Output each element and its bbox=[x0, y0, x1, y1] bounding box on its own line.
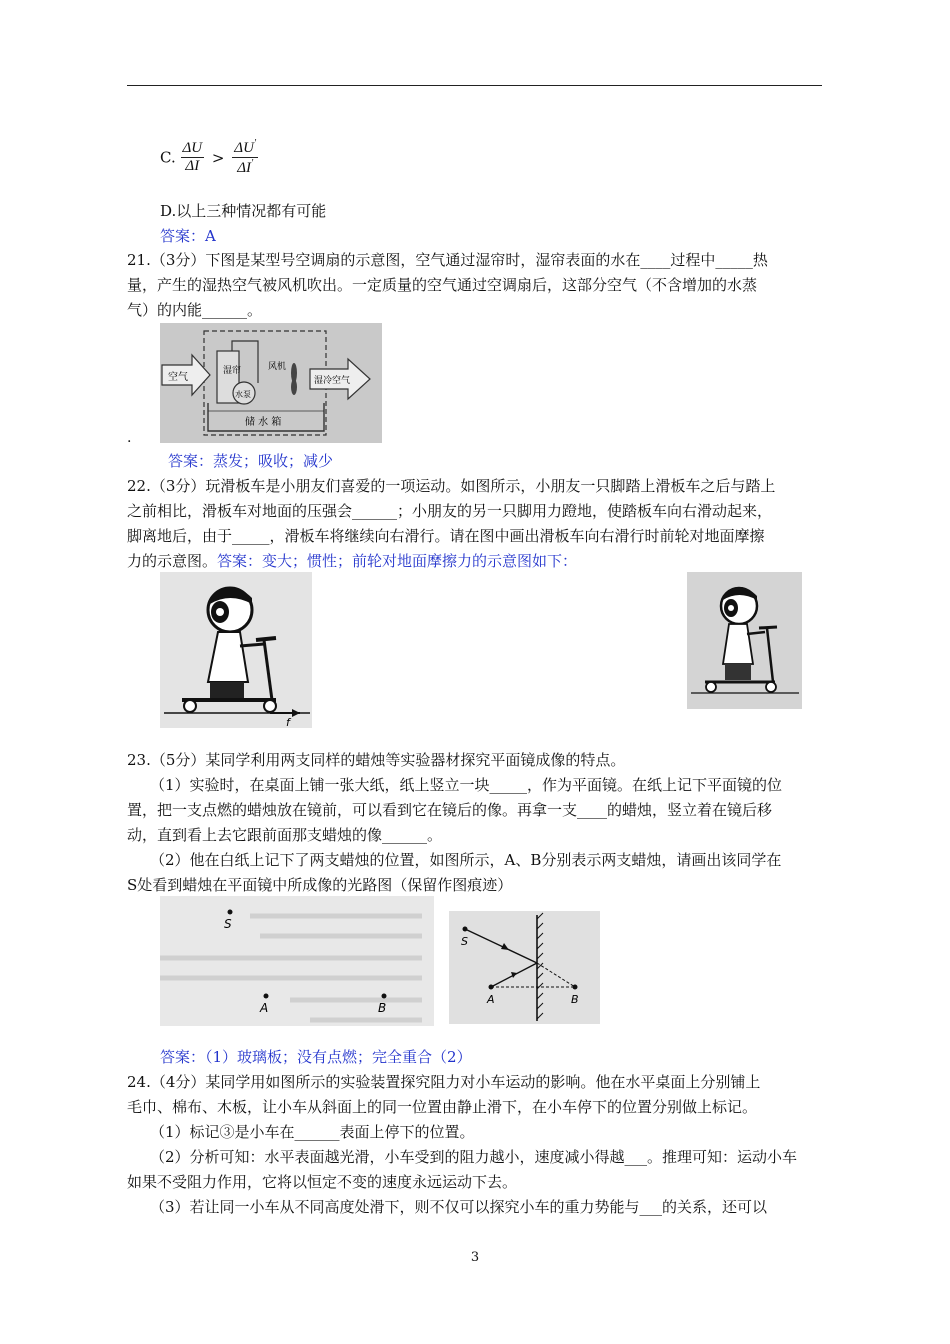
q22-line3: 脚离地后，由于_____，滑板车将继续向右滑行。请在图中画出滑板车向右滑行时前轮对地面摩擦 bbox=[127, 527, 765, 545]
scooter-figure bbox=[160, 572, 312, 728]
q22-line2: 之前相比，滑板车对地面的压强会______；小朋友的另一只脚用力蹬地，使踏板车向右滑动起来， bbox=[127, 502, 773, 520]
svg-text:风机: 风机 bbox=[268, 362, 287, 372]
q22-line4: 力的示意图。答案：变大；惯性；前轮对地面摩擦力的示意图如下： bbox=[127, 552, 578, 570]
q24-line1: 24.（4分）某同学用如图所示的实验装置探究阻力对小车运动的影响。他在水平桌面上分别铺上 bbox=[127, 1073, 761, 1091]
svg-text:f: f bbox=[286, 716, 290, 728]
svg-text:A: A bbox=[260, 1001, 269, 1015]
option-d: D.以上三种情况都有可能 bbox=[160, 202, 327, 220]
greater-than: > bbox=[211, 148, 225, 167]
q23-line3: 置，把一支点燃的蜡烛放在镜前，可以看到它在镜后的像。再拿一支____的蜡烛，竖立着在镜后移 bbox=[127, 801, 773, 819]
q24-line2: 毛巾、棉布、木板，让小车从斜面上的同一位置由静止滑下，在小车停下的位置分别做上标记。 bbox=[127, 1098, 758, 1116]
q21-line3: 气）的内能______。 bbox=[127, 301, 263, 319]
q24-line6: （3）若让同一小车从不同高度处滑下，则不仅可以探究小车的重力势能与___的关系，还可以 bbox=[150, 1198, 768, 1216]
answer-20: 答案：A bbox=[160, 227, 216, 245]
svg-text:S: S bbox=[224, 917, 232, 931]
svg-text:A: A bbox=[487, 993, 495, 1006]
svg-text:储 水 箱: 储 水 箱 bbox=[245, 417, 282, 428]
answer-22: 答案：变大；惯性；前轮对地面摩擦力的示意图如下： bbox=[217, 552, 578, 570]
svg-text:水泵: 水泵 bbox=[235, 390, 251, 399]
q21-dot: . bbox=[127, 430, 132, 446]
svg-text:空气: 空气 bbox=[168, 372, 188, 383]
svg-text:湿帘: 湿帘 bbox=[223, 366, 242, 376]
fraction-right-den: ΔI′ bbox=[237, 158, 254, 176]
fraction-right bbox=[232, 138, 258, 177]
svg-text:湿冷空气: 湿冷空气 bbox=[314, 376, 351, 386]
light-path-figure bbox=[449, 911, 600, 1024]
svg-text:S: S bbox=[461, 935, 468, 948]
fraction-left-num: ΔU bbox=[182, 140, 203, 156]
option-c bbox=[160, 138, 258, 188]
page-number: 3 bbox=[470, 1250, 480, 1265]
q23-line4: 动，直到看上去它跟前面那支蜡烛的像______。 bbox=[127, 826, 443, 844]
answer-21: 答案：蒸发；吸收；减少 bbox=[168, 452, 334, 470]
q23-line2: （1）实验时，在桌面上铺一张大纸，纸上竖立一块_____，作为平面镜。在纸上记下平面镜的位 bbox=[150, 776, 783, 794]
q23-line6: S处看到蜡烛在平面镜中所成像的光路图（保留作图痕迹） bbox=[127, 876, 513, 894]
header-rule bbox=[127, 85, 822, 86]
q24-line4: （2）分析可知：水平表面越光滑，小车受到的阻力越小，速度减小得越___。推理可知：运动小车 bbox=[150, 1148, 798, 1166]
q23-line5: （2）他在白纸上记下了两支蜡烛的位置，如图所示，A、B分别表示两支蜡烛，请画出该同学在 bbox=[150, 851, 782, 869]
q21-line2: 量，产生的湿热空气被风机吹出。一定质量的空气通过空调扇后，这部分空气（不含增加的水蒸 bbox=[127, 276, 758, 294]
answer-23: 答案：（1）玻璃板；没有点燃；完全重合（2） bbox=[160, 1048, 472, 1066]
fraction-left-den: ΔI bbox=[185, 158, 200, 174]
scooter-figure-answer bbox=[687, 572, 802, 709]
q22-line1: 22.（3分）玩滑板车是小朋友们喜爱的一项运动。如图所示，小朋友一只脚踏上滑板车之后与踏上 bbox=[127, 477, 776, 495]
q23-line1: 23.（5分）某同学利用两支同样的蜡烛等实验器材探究平面镜成像的特点。 bbox=[127, 751, 626, 769]
q24-line5: 如果不受阻力作用，它将以恒定不变的速度永远运动下去。 bbox=[127, 1173, 518, 1191]
fraction-left bbox=[181, 140, 205, 175]
q21-line1: 21.（3分）下图是某型号空调扇的示意图，空气通过湿帘时，湿帘表面的水在____过程中_____热 bbox=[127, 251, 768, 269]
candle-positions-figure bbox=[160, 896, 434, 1026]
option-c-label: C. bbox=[160, 148, 176, 167]
air-cooler-figure bbox=[160, 323, 382, 443]
fraction-right-num: ΔU′ bbox=[234, 138, 257, 156]
svg-text:B: B bbox=[571, 993, 579, 1006]
q24-line3: （1）标记③是小车在______表面上停下的位置。 bbox=[150, 1123, 475, 1141]
svg-text:B: B bbox=[378, 1001, 387, 1015]
